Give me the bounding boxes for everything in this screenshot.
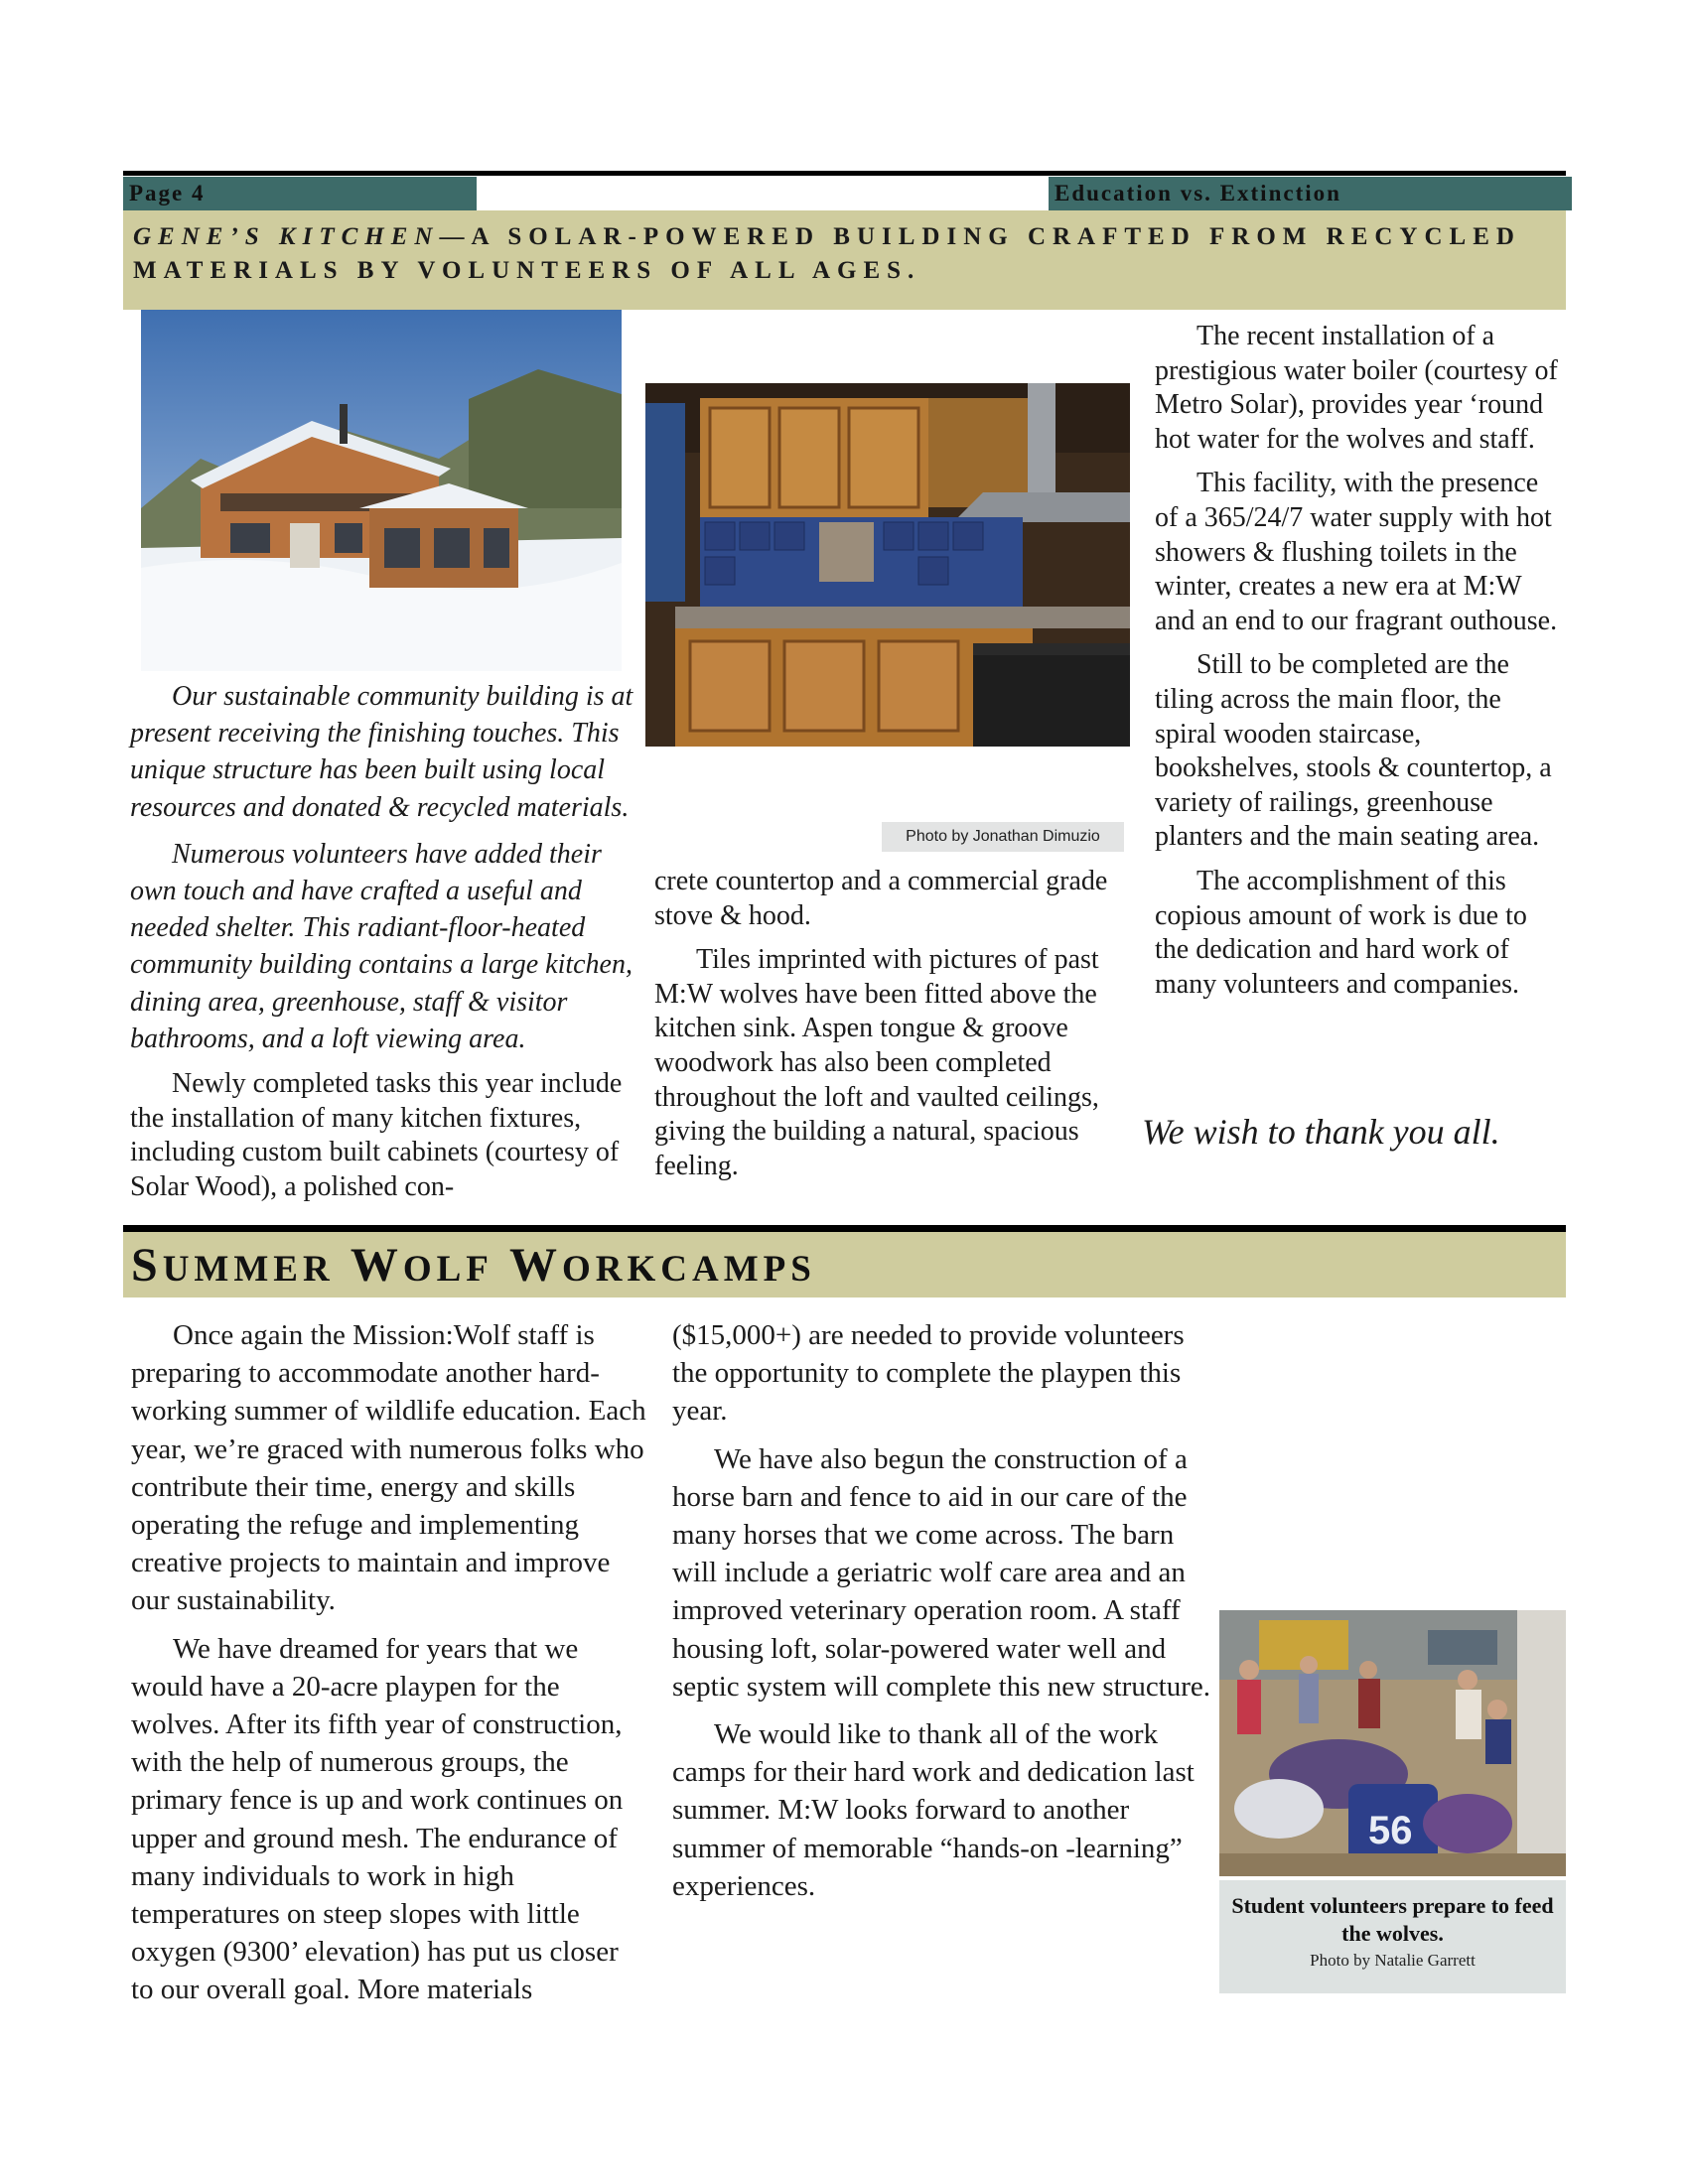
caption-credit: Photo by Natalie Garrett bbox=[1310, 1951, 1476, 1970]
title-initial-1: S bbox=[131, 1239, 163, 1292]
volunteers-photo bbox=[1219, 1610, 1566, 1876]
remaining-work-paragraph: Still to be completed are the tiling across the main floor, the spiral wooden staircase, bookshelves, stools & countertop, a variety of railings, greenhouse planters and the main seating area. bbox=[1155, 649, 1552, 853]
tasks-paragraph: Newly completed tasks this year include the installation of many kitchen fixtures, including custom built cabinets (courtesy of Solar Wood), a polished con- bbox=[130, 1068, 623, 1202]
horse-barn-paragraph: We have also begun the construction of a horse barn and fence to aid in our care of the many horses that we come across. The barn will include a geriatric wolf care area and an improved veterinary operation room. A staff housing loft, solar-powered water well and septic system will complete this new structure. bbox=[672, 1442, 1211, 1703]
thank-camps-paragraph: We would like to thank all of the work camps for their hard work and dedication last summer. M:W looks forward to another summer of memorable “hands-on -learning” experiences. bbox=[672, 1718, 1195, 1902]
headline-subtitle: A SOLAR-POWERED BUILDING CRAFTED FROM RECYCLED MATERIALS BY VOLUNTEERS OF ALL AGES. bbox=[133, 223, 1521, 284]
kitchen-photo bbox=[645, 383, 1130, 747]
section-rule bbox=[123, 1225, 1566, 1232]
header-spacer bbox=[477, 177, 1049, 210]
facility-paragraph: This facility, with the presence of a 365/24/7 water supply with hot showers & flushing toilets in the winter, creates a new era at M:W and an end to our fragrant outhouse. bbox=[1155, 468, 1558, 636]
kitchen-photo-credit: Photo by Jonathan Dimuzio bbox=[882, 822, 1124, 852]
kitchen-column-3 bbox=[1155, 320, 1564, 1002]
thanks-line: We wish to thank you all. bbox=[1142, 1112, 1500, 1152]
boiler-paragraph: The recent installation of a prestigious water boiler (courtesy of Metro Solar), provides year ‘round hot water for the wolves and staff. bbox=[1155, 321, 1558, 455]
kitchen-column-1 bbox=[130, 678, 634, 1204]
headline-dash: — bbox=[439, 223, 472, 250]
photo-caption bbox=[1219, 1880, 1566, 1993]
materials-paragraph: ($15,000+) are needed to provide volunteers the opportunity to complete the playpen this year. bbox=[672, 1319, 1185, 1428]
volunteers-paragraph: Numerous volunteers have added their own touch and have crafted a useful and needed shelter. This radiant-floor-heated community building contains a large kitchen, dining area, greenhouse, staff & visitor bathrooms, and a loft viewing area. bbox=[130, 838, 633, 1054]
kitchen-column-2 bbox=[654, 865, 1129, 1183]
accomplishment-paragraph: The accomplishment of this copious amount of work is due to the dedication and hard work of many volunteers and companies. bbox=[1155, 865, 1527, 1000]
title-rest-1: UMMER bbox=[162, 1249, 335, 1290]
tiles-paragraph: Tiles imprinted with pictures of past M:W wolves have been fitted above the kitchen sink. Aspen tongue & groove woodwork has also been completed throughout the loft and vaulted ceilings, giving the building a natural, spacious feeling. bbox=[654, 944, 1099, 1181]
title-initial-3: W bbox=[509, 1239, 563, 1292]
intro-paragraph: Our sustainable community building is at present receiving the finishing touches. This unique structure has been built using local resources and donated & recycled materials. bbox=[130, 681, 633, 823]
page-number: Page 4 bbox=[123, 177, 483, 210]
staff-paragraph: Once again the Mission:Wolf staff is preparing to accommodate another hard-working summer of wildlife education. Each year, we’re graced with numerous folks who contribute their time, energy and skills operating the refuge and implementing creative projects to maintain and improve our sustainability. bbox=[131, 1319, 646, 1617]
section-title bbox=[131, 1237, 816, 1298]
building-photo bbox=[141, 310, 622, 671]
workcamps-column-2 bbox=[672, 1316, 1218, 1905]
countertop-paragraph: crete countertop and a commercial grade stove & hood. bbox=[654, 866, 1108, 931]
title-initial-2: W bbox=[350, 1239, 403, 1292]
jersey-number: 56 bbox=[1368, 1809, 1413, 1852]
header-top-rule bbox=[123, 171, 1566, 176]
article-headline bbox=[133, 220, 1553, 288]
workcamps-column-1 bbox=[131, 1316, 647, 2009]
publication-title: Education vs. Extinction bbox=[1049, 177, 1572, 210]
headline-name: GENE’S KITCHEN bbox=[133, 223, 440, 250]
caption-text: Student volunteers prepare to feed the wolves. bbox=[1231, 1893, 1554, 1946]
playpen-paragraph: We have dreamed for years that we would have a 20-acre playpen for the wolves. After its fifth year of construction, with the help of numerous groups, the primary fence is up and work continues on upper and ground mesh. The endurance of many individuals to work in high temperatures on steep slopes with little oxygen (9300’ elevation) has put us closer to our overall goal. More materials bbox=[131, 1632, 624, 2006]
title-rest-2: OLF bbox=[402, 1249, 493, 1290]
title-rest-3: ORKCAMPS bbox=[562, 1249, 816, 1290]
